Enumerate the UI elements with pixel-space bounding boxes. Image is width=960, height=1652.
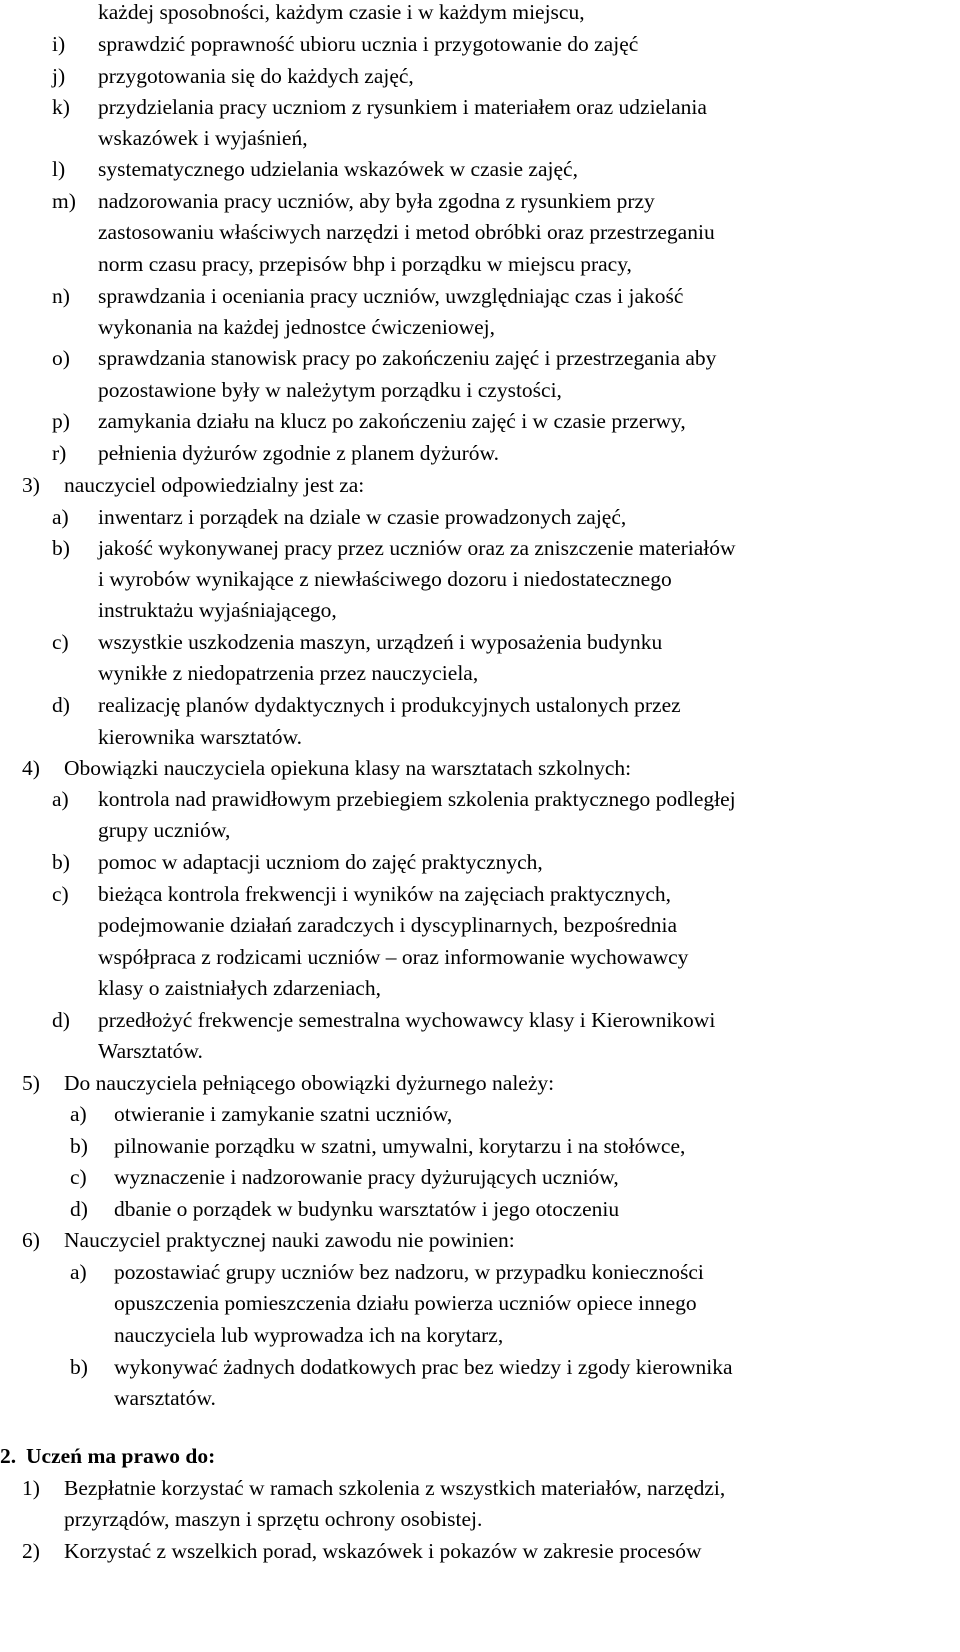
line-text: norm czasu pracy, przepisów bhp i porządku w miejscu pracy, — [98, 252, 632, 276]
line-text: współpraca z rodzicami uczniów – oraz informowanie wychowawcy — [98, 945, 689, 969]
line-text: każdej sposobności, każdym czasie i w każdym miejscu, — [98, 0, 585, 24]
list-marker: 3) — [22, 473, 40, 497]
line-text: przygotowania się do każdych zajęć, — [98, 64, 414, 88]
line-text: wykonywać żadnych dodatkowych prac bez wiedzy i zgody kierownika — [114, 1355, 733, 1379]
line-text: podejmowanie działań zaradczych i dyscyplinarnych, bezpośrednia — [98, 913, 678, 937]
line-text: nadzorowania pracy uczniów, aby była zgodna z rysunkiem przy — [98, 189, 655, 213]
line-text: wszystkie uszkodzenia maszyn, urządzeń i wyposażenia budynku — [98, 630, 663, 654]
list-marker: 6) — [22, 1228, 40, 1252]
line-text: i wyrobów wynikające z niewłaściwego dozoru i niedostatecznego — [98, 567, 672, 591]
list-marker: r) — [52, 441, 67, 465]
list-marker: j) — [52, 64, 66, 88]
list-marker: c) — [70, 1165, 87, 1189]
list-marker: i) — [52, 32, 66, 56]
line-text: klasy o zaistniałych zdarzeniach, — [98, 976, 381, 1000]
line-text: pilnowanie porządku w szatni, umywalni, korytarzu i na stołówce, — [114, 1134, 686, 1158]
list-marker: 1) — [22, 1476, 40, 1500]
line-text: inwentarz i porządek na dziale w czasie prowadzonych zajęć, — [98, 505, 627, 529]
line-text: nauczyciela lub wyprowadza ich na korytarz, — [114, 1323, 504, 1347]
line-text: wynikłe z niedopatrzenia przez nauczyciela, — [98, 661, 479, 685]
line-text: kontrola nad prawidłowym przebiegiem szkolenia praktycznego podległej — [98, 787, 736, 811]
list-marker: 4) — [22, 756, 40, 780]
line-text: dbanie o porządek w budynku warsztatów i jego otoczeniu — [114, 1197, 620, 1221]
line-text: Nauczyciel praktycznej nauki zawodu nie powinien: — [64, 1228, 515, 1252]
line-text: wskazówek i wyjaśnień, — [98, 126, 308, 150]
list-marker: m) — [52, 189, 76, 213]
list-marker: o) — [52, 346, 70, 370]
list-marker: 2. — [0, 1444, 17, 1468]
line-text: pełnienia dyżurów zgodnie z planem dyżurów. — [98, 441, 499, 465]
list-marker: p) — [52, 409, 70, 433]
line-text: Obowiązki nauczyciela opiekuna klasy na warsztatach szkolnych: — [64, 756, 632, 780]
line-text: nauczyciel odpowiedzialny jest za: — [64, 473, 365, 497]
line-text: przyrządów, maszyn i sprzętu ochrony osobistej. — [64, 1507, 483, 1531]
list-marker: d) — [70, 1197, 88, 1221]
line-text: instruktażu wyjaśniającego, — [98, 598, 337, 622]
line-text: zamykania działu na klucz po zakończeniu zajęć i w czasie przerwy, — [98, 409, 686, 433]
list-marker: k) — [52, 95, 70, 119]
line-text: opuszczenia pomieszczenia działu powierza uczniów opiece innego — [114, 1291, 697, 1315]
list-marker: a) — [70, 1102, 87, 1126]
line-text: pomoc w adaptacji uczniom do zajęć praktycznych, — [98, 850, 543, 874]
line-text: grupy uczniów, — [98, 818, 231, 842]
list-marker: b) — [70, 1355, 88, 1379]
line-text: zastosowaniu właściwych narzędzi i metod obróbki oraz przestrzeganiu — [98, 220, 715, 244]
list-marker: n) — [52, 284, 70, 308]
line-text: przedłożyć frekwencje semestralna wychowawcy klasy i Kierownikowi — [98, 1008, 716, 1032]
line-text: realizację planów dydaktycznych i produkcyjnych ustalonych przez — [98, 693, 681, 717]
line-text: Bezpłatnie korzystać w ramach szkolenia z wszystkich materiałów, narzędzi, — [64, 1476, 726, 1500]
list-marker: b) — [52, 850, 70, 874]
line-text: Uczeń ma prawo do: — [26, 1444, 216, 1468]
list-marker: d) — [52, 693, 70, 717]
list-marker: b) — [70, 1134, 88, 1158]
list-marker: 2) — [22, 1539, 40, 1563]
line-text: sprawdzania stanowisk pracy po zakończeniu zajęć i przestrzegania aby — [98, 346, 717, 370]
line-text: Do nauczyciela pełniącego obowiązki dyżurnego należy: — [64, 1071, 555, 1095]
line-text: pozostawione były w należytym porządku i czystości, — [98, 378, 562, 402]
list-marker: l) — [52, 157, 66, 181]
line-text: przydzielania pracy uczniom z rysunkiem i materiałem oraz udzielania — [98, 95, 707, 119]
line-text: sprawdzić poprawność ubioru ucznia i przygotowanie do zajęć — [98, 32, 639, 56]
list-marker: a) — [52, 787, 69, 811]
line-text: pozostawiać grupy uczniów bez nadzoru, w przypadku konieczności — [114, 1260, 704, 1284]
line-text: otwieranie i zamykanie szatni uczniów, — [114, 1102, 453, 1126]
line-text: wyznaczenie i nadzorowanie pracy dyżurujących uczniów, — [114, 1165, 619, 1189]
list-marker: c) — [52, 882, 69, 906]
list-marker: d) — [52, 1008, 70, 1032]
line-text: Korzystać z wszelkich porad, wskazówek i pokazów w zakresie procesów — [64, 1539, 702, 1563]
line-text: kierownika warsztatów. — [98, 725, 302, 749]
list-marker: c) — [52, 630, 69, 654]
line-text: warsztatów. — [114, 1386, 216, 1410]
line-text: wykonania na każdej jednostce ćwiczeniowej, — [98, 315, 495, 339]
line-text: Warsztatów. — [98, 1039, 203, 1063]
list-marker: a) — [52, 505, 69, 529]
list-marker: a) — [70, 1260, 87, 1284]
line-text: systematycznego udzielania wskazówek w czasie zajęć, — [98, 157, 578, 181]
line-text: bieżąca kontrola frekwencji i wyników na zajęciach praktycznych, — [98, 882, 672, 906]
line-text: jakość wykonywanej pracy przez uczniów oraz za zniszczenie materiałów — [98, 536, 736, 560]
list-marker: 5) — [22, 1071, 40, 1095]
line-text: sprawdzania i oceniania pracy uczniów, uwzględniając czas i jakość — [98, 284, 684, 308]
list-marker: b) — [52, 536, 70, 560]
